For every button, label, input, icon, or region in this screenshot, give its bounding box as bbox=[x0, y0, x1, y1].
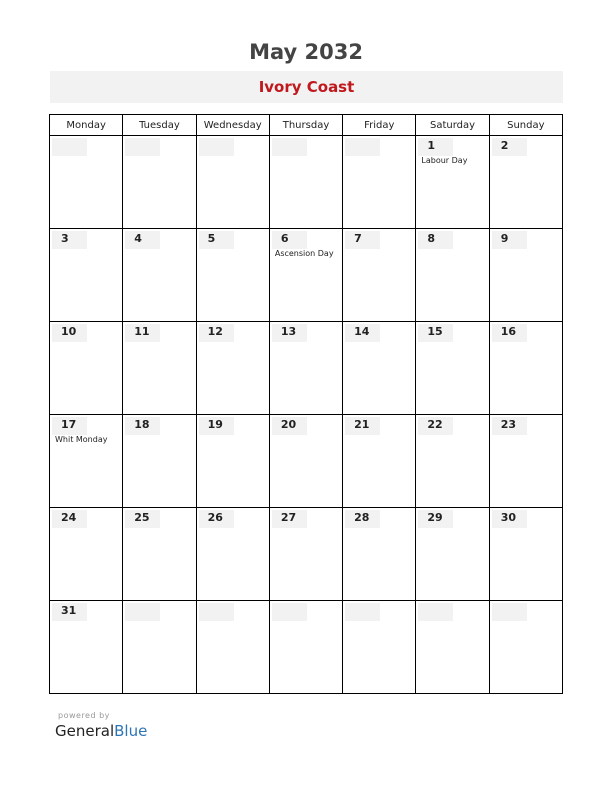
brand-logo bbox=[55, 722, 147, 740]
day-number: 30 bbox=[500, 511, 516, 524]
day-cell bbox=[489, 136, 562, 229]
day-number-box bbox=[418, 138, 453, 156]
weekday-header: Tuesday bbox=[123, 115, 196, 136]
day-cell bbox=[416, 508, 489, 601]
day-number: 13 bbox=[280, 325, 297, 338]
day-number-box bbox=[418, 231, 453, 249]
day-number-box bbox=[52, 231, 87, 249]
day-cell bbox=[269, 229, 342, 322]
day-cell bbox=[50, 601, 123, 694]
day-cell bbox=[269, 415, 342, 508]
day-cell bbox=[416, 415, 489, 508]
day-number: 15 bbox=[427, 325, 443, 338]
day-cell bbox=[196, 229, 269, 322]
week-row bbox=[50, 415, 563, 508]
page-title: May 2032 bbox=[249, 40, 363, 64]
day-number: 18 bbox=[134, 418, 150, 431]
day-number: 9 bbox=[500, 232, 509, 245]
day-cell bbox=[343, 601, 416, 694]
holiday-label: Ascension Day bbox=[274, 249, 334, 258]
day-cell bbox=[50, 322, 123, 415]
day-cell bbox=[343, 136, 416, 229]
weekday-header: Friday bbox=[343, 115, 416, 136]
day-number: 28 bbox=[354, 511, 370, 524]
day-cell bbox=[123, 415, 196, 508]
day-number: 8 bbox=[427, 232, 436, 245]
day-number-box bbox=[125, 603, 160, 621]
week-row bbox=[50, 136, 563, 229]
day-number-box bbox=[345, 138, 380, 156]
week-row bbox=[50, 229, 563, 322]
day-number: 21 bbox=[354, 418, 370, 431]
day-cell bbox=[343, 415, 416, 508]
day-cell bbox=[123, 601, 196, 694]
day-cell bbox=[50, 415, 123, 508]
day-cell bbox=[196, 136, 269, 229]
day-cell bbox=[269, 322, 342, 415]
day-number-box bbox=[199, 603, 234, 621]
day-number: 20 bbox=[280, 418, 297, 431]
day-number: 1 bbox=[427, 139, 436, 152]
day-number: 26 bbox=[207, 511, 223, 524]
day-number: 10 bbox=[61, 325, 77, 338]
day-number-box bbox=[492, 603, 527, 621]
day-number-box bbox=[492, 138, 527, 156]
day-cell bbox=[489, 229, 562, 322]
day-cell bbox=[416, 601, 489, 694]
country-banner bbox=[50, 71, 563, 103]
weekday-header: Sunday bbox=[489, 115, 562, 136]
day-number: 2 bbox=[500, 139, 509, 152]
holiday-label: Labour Day bbox=[421, 156, 468, 165]
day-number: 12 bbox=[207, 325, 223, 338]
day-number: 22 bbox=[427, 418, 443, 431]
day-number: 6 bbox=[280, 232, 289, 245]
day-number: 16 bbox=[500, 325, 516, 338]
weekday-header-row bbox=[50, 115, 563, 136]
day-number-box bbox=[272, 231, 307, 249]
day-cell bbox=[416, 136, 489, 229]
day-cell bbox=[123, 322, 196, 415]
day-number: 29 bbox=[427, 511, 443, 524]
brand-blue-text: Blue bbox=[114, 722, 148, 740]
holiday-label: Whit Monday bbox=[55, 435, 108, 444]
day-number-box bbox=[199, 138, 234, 156]
week-row bbox=[50, 322, 563, 415]
day-cell bbox=[50, 229, 123, 322]
powered-by-label: powered by bbox=[58, 711, 110, 720]
weekday-header: Saturday bbox=[416, 115, 489, 136]
day-number: 27 bbox=[280, 511, 297, 524]
calendar-grid bbox=[49, 114, 563, 694]
day-cell bbox=[343, 322, 416, 415]
day-cell bbox=[50, 136, 123, 229]
day-number-box bbox=[272, 603, 307, 621]
day-number-box bbox=[345, 603, 380, 621]
day-cell bbox=[196, 508, 269, 601]
day-number: 3 bbox=[61, 232, 69, 245]
week-row bbox=[50, 601, 563, 694]
day-number: 24 bbox=[61, 511, 77, 524]
day-number-box bbox=[272, 138, 307, 156]
day-number: 31 bbox=[61, 604, 77, 617]
day-number-box bbox=[52, 138, 87, 156]
brand-general-text: General bbox=[55, 722, 115, 740]
day-cell bbox=[416, 322, 489, 415]
day-number: 11 bbox=[134, 325, 150, 338]
day-number: 25 bbox=[134, 511, 150, 524]
day-number-box bbox=[199, 231, 234, 249]
day-cell bbox=[489, 601, 562, 694]
day-cell bbox=[123, 229, 196, 322]
day-cell bbox=[269, 508, 342, 601]
day-cell bbox=[123, 136, 196, 229]
day-cell bbox=[196, 601, 269, 694]
day-cell bbox=[269, 136, 342, 229]
day-number-box bbox=[345, 231, 380, 249]
day-number: 19 bbox=[207, 418, 223, 431]
day-cell bbox=[489, 322, 562, 415]
day-number: 5 bbox=[207, 232, 216, 245]
day-number: 4 bbox=[134, 232, 142, 245]
day-cell bbox=[489, 508, 562, 601]
week-row bbox=[50, 508, 563, 601]
day-number-box bbox=[492, 231, 527, 249]
weekday-header: Thursday bbox=[269, 115, 342, 136]
day-cell bbox=[196, 415, 269, 508]
day-cell bbox=[489, 415, 562, 508]
weekday-header: Wednesday bbox=[196, 115, 269, 136]
day-cell bbox=[343, 229, 416, 322]
calendar-body bbox=[50, 136, 563, 694]
day-number-box bbox=[418, 603, 453, 621]
day-number: 17 bbox=[61, 418, 77, 431]
day-number-box bbox=[125, 138, 160, 156]
day-number: 23 bbox=[500, 418, 516, 431]
day-cell bbox=[269, 601, 342, 694]
weekday-header: Monday bbox=[50, 115, 123, 136]
day-cell bbox=[196, 322, 269, 415]
day-cell bbox=[123, 508, 196, 601]
day-number-box bbox=[125, 231, 160, 249]
day-cell bbox=[343, 508, 416, 601]
day-number: 14 bbox=[354, 325, 370, 338]
country-name: Ivory Coast bbox=[258, 78, 355, 96]
day-cell bbox=[50, 508, 123, 601]
day-cell bbox=[416, 229, 489, 322]
day-number: 7 bbox=[354, 232, 362, 245]
